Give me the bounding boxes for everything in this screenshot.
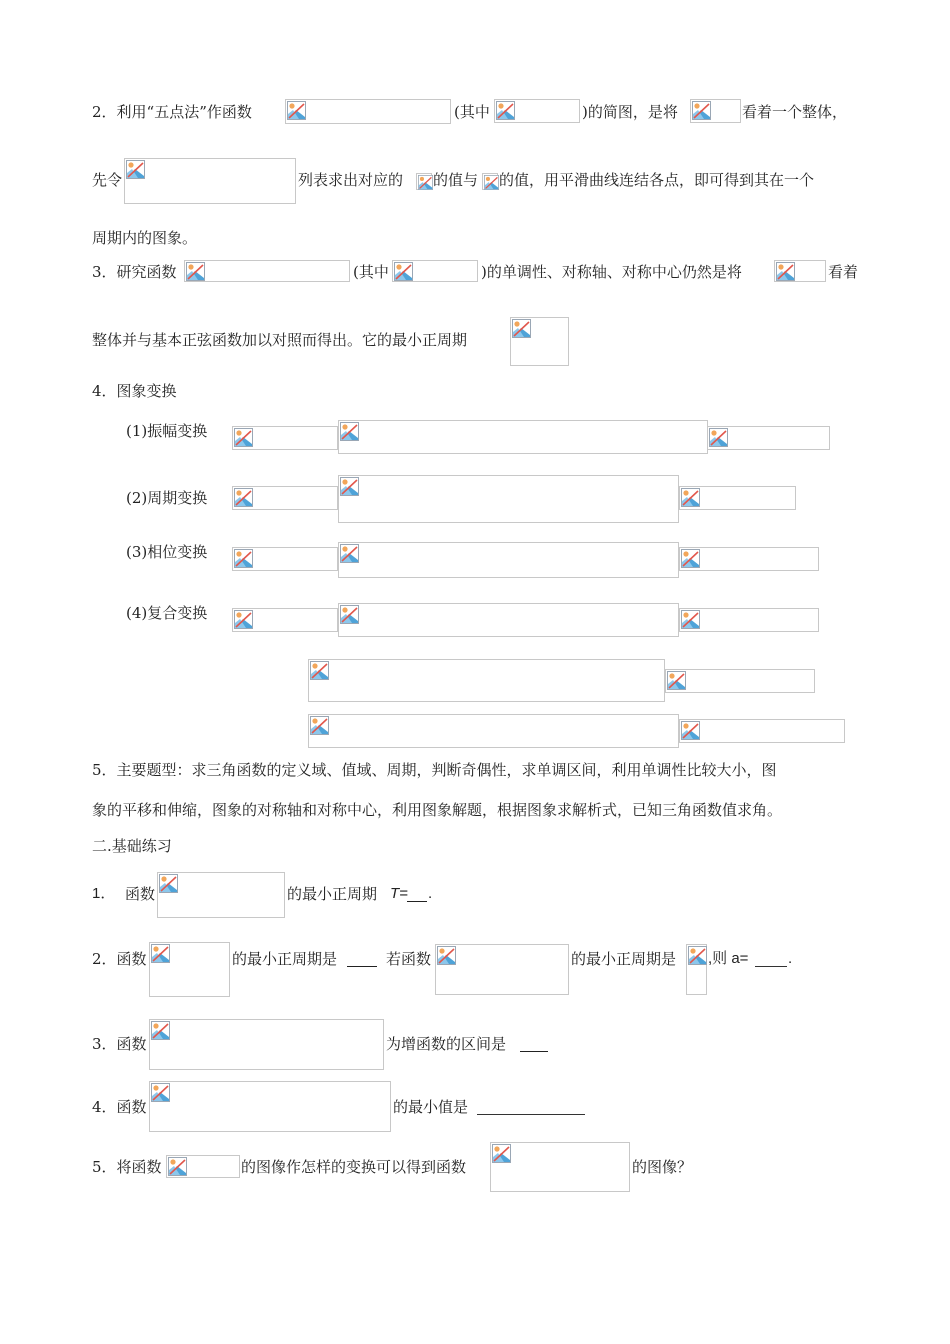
q2-text-c: 若函数 <box>386 950 432 968</box>
broken-image-icon <box>340 605 359 624</box>
formula-image <box>308 714 679 748</box>
q4-answer-blank[interactable] <box>477 1100 585 1115</box>
formula-image <box>308 659 665 702</box>
item2-text-a: 2．利用“五点法”作函数 <box>92 103 252 121</box>
item5-line1: 5．主要题型：求三角函数的定义域、值域、周期，判断奇偶性，求单调区间，利用单调性比较大小，图 <box>92 761 777 779</box>
item2-text-c: )的简图，是将 <box>582 103 678 121</box>
broken-image-icon <box>234 610 253 629</box>
formula-image <box>679 486 796 510</box>
broken-image-icon <box>287 101 306 120</box>
broken-image-icon <box>437 946 456 965</box>
item4-sub3: (3)相位变换 <box>126 543 208 561</box>
formula-image <box>149 942 230 997</box>
formula-image <box>232 608 338 632</box>
q1-text-a: 函数 <box>125 885 156 903</box>
formula-image <box>494 99 580 123</box>
q4-text-b: 的最小值是 <box>393 1098 469 1116</box>
broken-image-icon <box>512 319 531 338</box>
broken-image-icon <box>340 422 359 441</box>
formula-image <box>184 260 350 282</box>
item2-text-f: 列表求出对应的 <box>298 171 404 189</box>
q2-answer-blank-2[interactable] <box>755 952 787 967</box>
q1-text-c: T= <box>390 885 408 902</box>
item3-text-a: 3．研究函数 <box>92 263 177 281</box>
broken-image-icon <box>310 661 329 680</box>
q5-text-b: 的图像作怎样的变换可以得到函数 <box>241 1158 467 1176</box>
formula-image <box>338 475 679 523</box>
formula-image <box>490 1142 630 1192</box>
q2-text-b: 的最小正周期是 <box>232 950 338 968</box>
formula-image <box>124 158 296 204</box>
formula-image-small <box>482 173 498 190</box>
q2-text-a: 2．函数 <box>92 950 147 968</box>
formula-image <box>665 669 815 693</box>
broken-image-icon <box>234 549 253 568</box>
formula-image <box>435 944 569 995</box>
broken-image-icon <box>681 488 700 507</box>
broken-image-icon <box>681 721 700 740</box>
formula-image <box>774 260 826 282</box>
broken-image-icon <box>692 101 711 120</box>
q5-text-a: 5．将函数 <box>92 1158 162 1176</box>
q2-text-e: ,则 a= <box>708 950 749 967</box>
formula-image <box>338 420 708 454</box>
section2-title: 二.基础练习 <box>92 837 172 855</box>
formula-image <box>707 426 830 450</box>
broken-image-icon <box>159 874 178 893</box>
item3-text-d: 看着 <box>828 263 859 281</box>
broken-image-icon <box>688 946 707 965</box>
broken-image-icon <box>394 262 413 281</box>
item2-text-b: (其中 <box>454 103 490 121</box>
formula-image <box>679 719 845 743</box>
item5-line2: 象的平移和伸缩，图象的对称轴和对称中心，利用图象解题，根据图象求解析式，已知三角函数值求角。 <box>92 801 783 819</box>
formula-image-small <box>686 944 707 995</box>
broken-image-icon <box>340 544 359 563</box>
q1-text-d: . <box>428 885 433 902</box>
formula-image <box>149 1019 384 1070</box>
q1-text-b: 的最小正周期 <box>287 885 378 903</box>
broken-image-icon <box>484 175 499 190</box>
broken-image-icon <box>340 477 359 496</box>
broken-image-icon <box>168 1157 187 1176</box>
formula-image <box>157 872 285 918</box>
formula-image <box>679 547 819 571</box>
item4-sub2: (2)周期变换 <box>126 489 208 507</box>
formula-image <box>232 486 338 510</box>
broken-image-icon <box>186 262 205 281</box>
item3-text-c: )的单调性、对称轴、对称中心仍然是将 <box>481 263 742 281</box>
broken-image-icon <box>234 488 253 507</box>
formula-image-small <box>416 173 432 190</box>
formula-image <box>690 99 741 123</box>
formula-image <box>232 426 338 450</box>
formula-image <box>149 1081 391 1132</box>
q5-text-c: 的图像？ <box>632 1158 693 1176</box>
q1-num: 1． <box>92 885 116 902</box>
broken-image-icon <box>681 610 700 629</box>
q2-text-d: 的最小正周期是 <box>571 950 677 968</box>
item3-text-b: (其中 <box>353 263 389 281</box>
broken-image-icon <box>234 428 253 447</box>
q2-text-f: . <box>788 950 793 967</box>
broken-image-icon <box>776 262 795 281</box>
broken-image-icon <box>151 1021 170 1040</box>
formula-image <box>679 608 819 632</box>
broken-image-icon <box>496 101 515 120</box>
item2-text-i: 周期内的图象。 <box>92 229 198 247</box>
broken-image-icon <box>492 1144 511 1163</box>
q4-text-a: 4．函数 <box>92 1098 147 1116</box>
broken-image-icon <box>681 549 700 568</box>
broken-image-icon <box>709 428 728 447</box>
formula-image <box>285 99 451 124</box>
broken-image-icon <box>126 160 145 179</box>
q3-text-b: 为增函数的区间是 <box>386 1035 507 1053</box>
broken-image-icon <box>151 944 170 963</box>
broken-image-icon <box>151 1083 170 1102</box>
item4-sub4: (4)复合变换 <box>126 604 208 622</box>
q2-answer-blank-1[interactable] <box>347 952 377 967</box>
item2-text-g: 的值与 <box>433 171 479 189</box>
broken-image-icon <box>310 716 329 735</box>
q3-text-a: 3．函数 <box>92 1035 147 1053</box>
q1-answer-blank[interactable] <box>407 887 427 902</box>
formula-image <box>338 603 679 637</box>
formula-image <box>166 1155 240 1178</box>
item4-sub1: (1)振幅变换 <box>126 422 208 440</box>
item4-title: 4．图象变换 <box>92 382 177 400</box>
item2-text-d: 看着一个整体， <box>742 103 848 121</box>
broken-image-icon <box>667 671 686 690</box>
broken-image-icon <box>418 175 433 190</box>
formula-image <box>338 542 679 578</box>
formula-image <box>510 317 569 366</box>
q3-answer-blank[interactable] <box>520 1037 548 1052</box>
formula-image <box>392 260 478 282</box>
formula-image <box>232 547 338 571</box>
item2-text-h: 的值，用平滑曲线连结各点，即可得到其在一个 <box>499 171 815 189</box>
item3-text-e: 整体并与基本正弦函数加以对照而得出。它的最小正周期 <box>92 331 468 349</box>
item2-text-e: 先令 <box>92 171 123 189</box>
